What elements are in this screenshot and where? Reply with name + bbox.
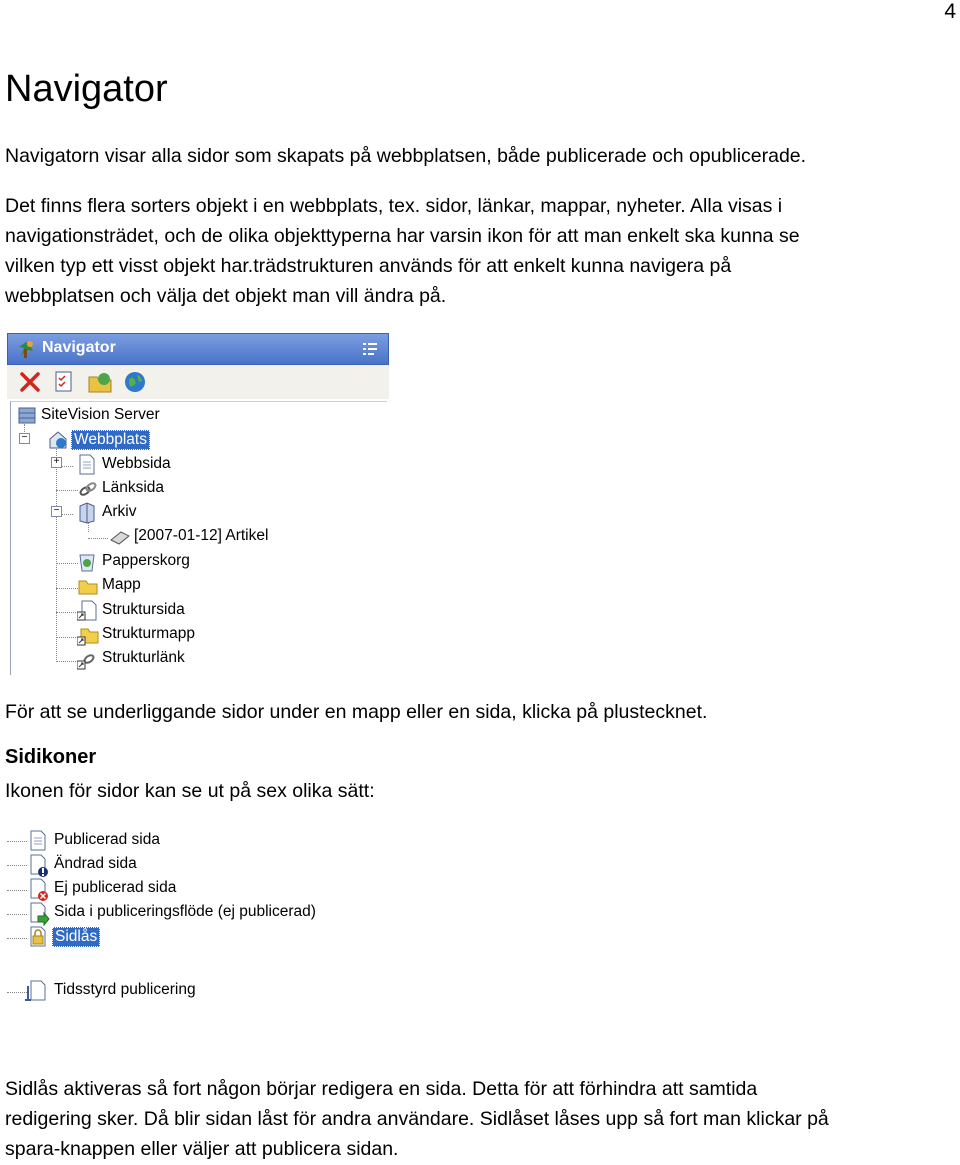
tree-collapse-toggle[interactable]: − (51, 506, 62, 517)
page-unpublished-icon (28, 878, 50, 902)
structure-page-icon (77, 600, 97, 622)
menu-list-icon[interactable] (362, 341, 380, 357)
page-lock-icon (28, 926, 50, 950)
expand-hint-paragraph: För att se underliggande sidor under en mapp eller en sida, klicka på plustecknet. (5, 701, 708, 723)
tree-item-label[interactable]: Arkiv (102, 503, 137, 520)
tree-site-label[interactable]: Webbplats (71, 430, 150, 450)
section-heading: Sidikoner (5, 746, 97, 768)
folder-icon (77, 576, 99, 596)
delete-icon[interactable] (19, 371, 41, 393)
intro-paragraph: Navigatorn visar alla sidor som skapats på webbplatsen, både publicerade och opublicerade. (5, 145, 807, 167)
page-scheduled-icon (25, 980, 49, 1004)
legend-label: Publicerad sida (54, 831, 160, 848)
navigator-title: Navigator (42, 339, 116, 356)
server-icon (17, 407, 37, 425)
tree-item-label[interactable]: Struktursida (102, 601, 185, 618)
tree-collapse-toggle[interactable]: − (19, 433, 30, 444)
article-icon (109, 528, 131, 546)
tree-item-label[interactable]: Strukturmapp (102, 625, 196, 642)
page-title: Navigator (5, 68, 168, 110)
navigator-titlebar (7, 333, 389, 365)
legend-label: Sidlås (52, 927, 100, 947)
navigator-logo-icon (15, 339, 37, 359)
structure-link-icon (77, 649, 99, 671)
tree-item-label[interactable]: Strukturlänk (102, 649, 185, 666)
website-icon (47, 430, 69, 450)
navigator-panel (7, 333, 389, 675)
lock-line-3: spara-knappen eller väljer att publicera sidan. (5, 1138, 399, 1160)
checklist-icon[interactable] (53, 370, 75, 394)
legend-label: Ej publicerad sida (54, 879, 177, 896)
navigator-tree (10, 401, 387, 675)
tree-item-label[interactable]: Mapp (102, 576, 141, 593)
lock-line-2: redigering sker. Då blir sidan låst för andra användare. Sidlåset låses upp så fort man klickar på (5, 1108, 829, 1130)
tree-item-label[interactable]: [2007-01-12] Artikel (134, 527, 269, 544)
objects-line-4: webbplatsen och välja det objekt man vill ändra på. (5, 285, 447, 307)
legend-label: Tidsstyrd publicering (54, 981, 196, 998)
globe-icon[interactable] (123, 370, 147, 394)
recycle-bin-icon (77, 551, 97, 573)
navigator-toolbar (7, 365, 389, 399)
tree-server-label[interactable]: SiteVision Server (41, 406, 160, 423)
lock-line-1: Sidlås aktiveras så fort någon börjar redigera en sida. Detta för att förhindra att samtida (5, 1078, 758, 1100)
tree-item-label[interactable]: Papperskorg (102, 552, 190, 569)
icons-intro-paragraph: Ikonen för sidor kan se ut på sex olika sätt: (5, 780, 375, 802)
page-icons-legend (5, 825, 345, 1010)
objects-line-3: vilken typ ett visst objekt har.trädstrukturen används för att enkelt kunna navigera på (5, 255, 732, 277)
page-number: 4 (944, 0, 956, 23)
page-icon (28, 830, 48, 852)
legend-label: Sida i publiceringsflöde (ej publicerad) (54, 903, 316, 920)
tree-expand-toggle[interactable]: + (51, 457, 62, 468)
structure-folder-icon (77, 625, 99, 647)
objects-line-2: navigationsträdet, och de olika objekttyperna har varsin ikon för att man enkelt ska kunna se (5, 225, 800, 247)
page-changed-icon (28, 854, 50, 878)
tree-item-label[interactable]: Länksida (102, 479, 165, 496)
archive-icon (77, 502, 97, 524)
tree-item-label[interactable]: Webbsida (102, 455, 171, 472)
page-icon (77, 454, 97, 476)
objects-line-1: Det finns flera sorters objekt i en webbplats, tex. sidor, länkar, mappar, nyheter. Alla visas i (5, 195, 783, 217)
folder-refresh-icon[interactable] (87, 370, 113, 394)
legend-label: Ändrad sida (54, 855, 137, 872)
link-icon (77, 479, 99, 499)
page-workflow-icon (28, 902, 50, 926)
